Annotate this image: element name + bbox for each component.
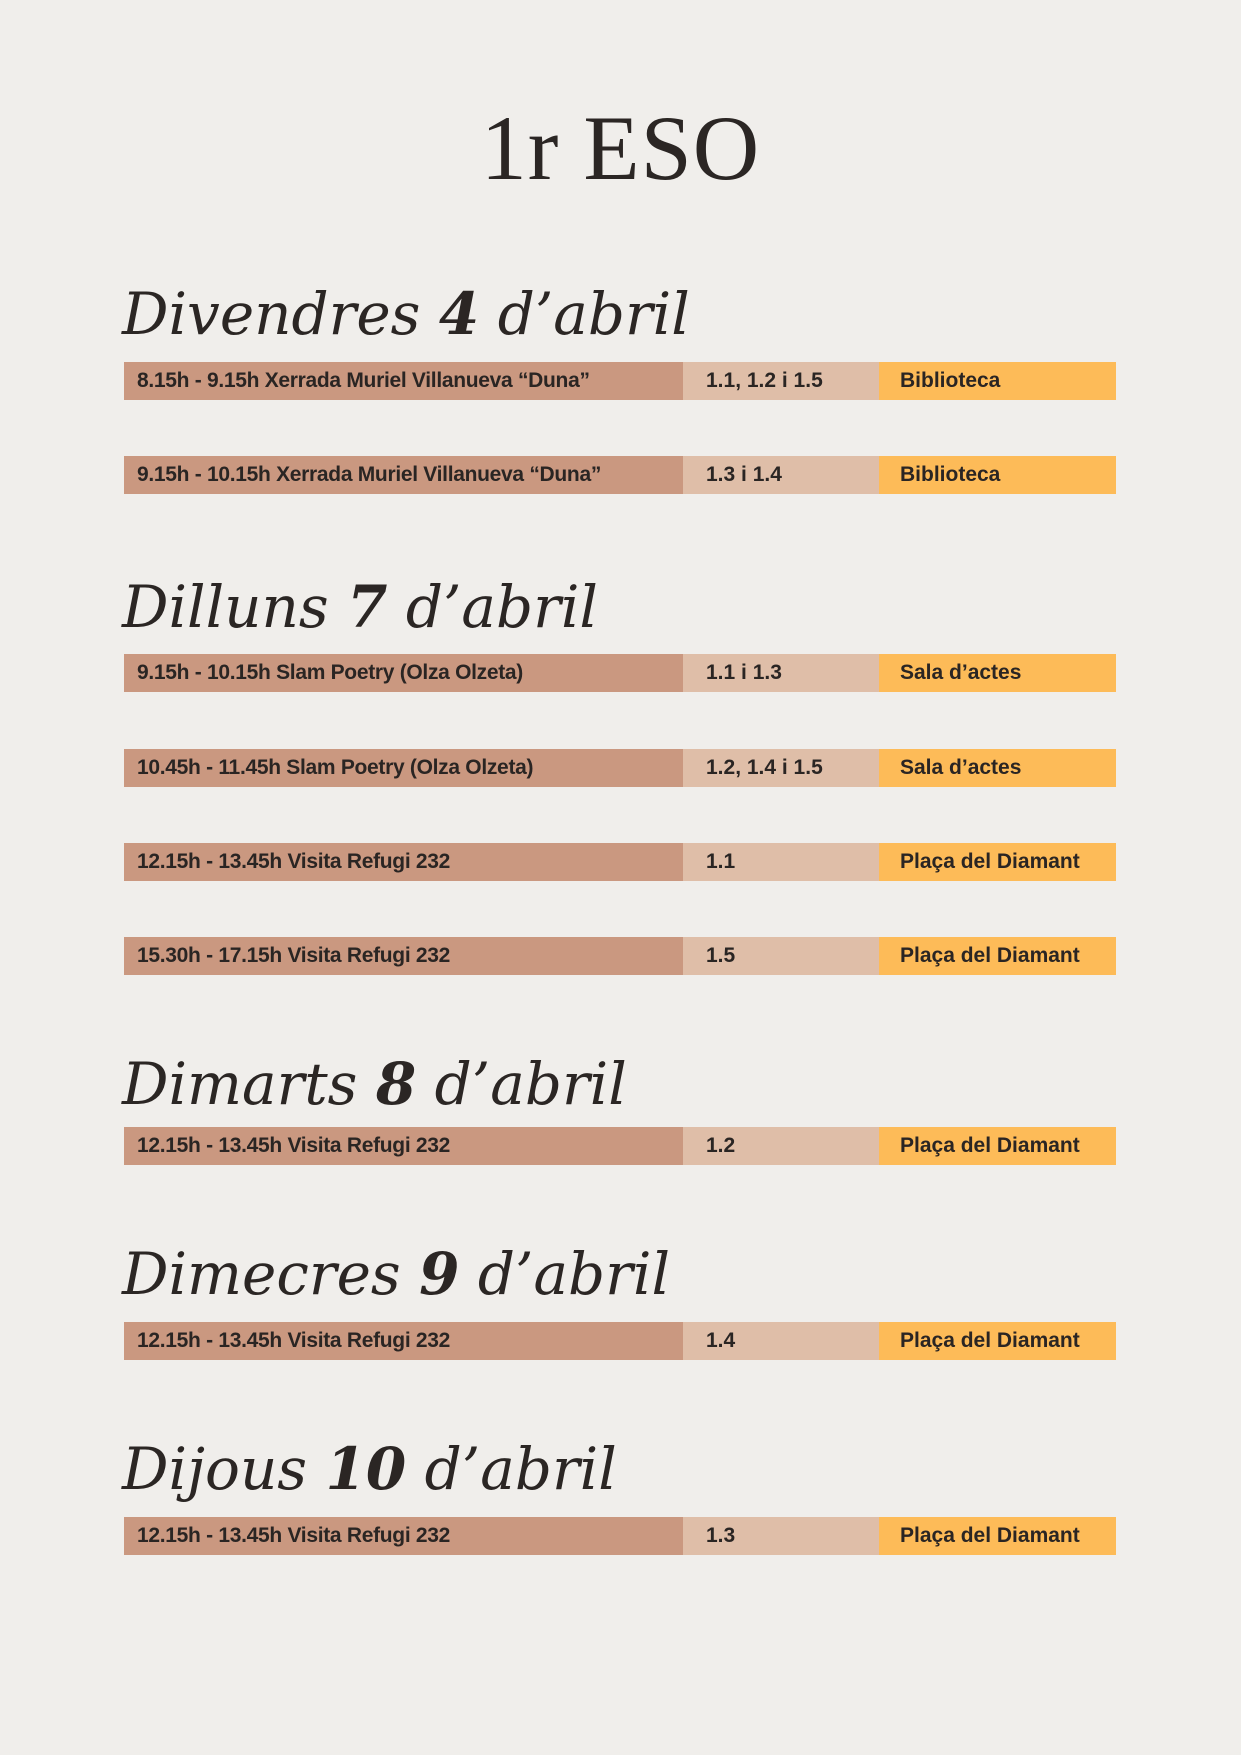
place-cell: Plaça del Diamant [879,937,1116,975]
page-title: 1r ESO [480,97,761,199]
schedule-row [124,1127,1116,1165]
day-heading-dijous [122,1435,617,1503]
groups-cell: 1.3 [683,1517,879,1555]
groups-cell: 1.5 [683,937,879,975]
groups-cell: 1.2, 1.4 i 1.5 [683,749,879,787]
groups-cell: 1.3 i 1.4 [683,456,879,494]
groups-cell: 1.2 [683,1127,879,1165]
place-cell: Sala d’actes [879,654,1116,692]
place-cell: Plaça del Diamant [879,1517,1116,1555]
activity-cell: 15.30h - 17.15h Visita Refugi 232 [124,937,683,975]
activity-cell: 9.15h - 10.15h Slam Poetry (Olza Olzeta) [124,654,683,692]
day-name: Dilluns [122,573,329,641]
day-heading-dilluns [122,573,598,641]
day-month: d’abril [434,1050,627,1118]
schedule-row [124,1517,1116,1555]
day-month: d’abril [477,1240,671,1308]
day-month: d’abril [424,1435,617,1503]
place-cell: Plaça del Diamant [879,1127,1116,1165]
day-month: d’abril [405,573,598,641]
day-name: Dijous [122,1435,308,1503]
day-heading-divendres [122,280,690,348]
day-name: Dimecres [122,1240,401,1308]
schedule-row [124,937,1116,975]
activity-cell: 8.15h - 9.15h Xerrada Muriel Villanueva “Duna” [124,362,683,400]
day-number: 4 [438,280,480,348]
place-cell: Biblioteca [879,456,1116,494]
schedule-row [124,362,1116,400]
activity-cell: 9.15h - 10.15h Xerrada Muriel Villanueva “Duna” [124,456,683,494]
day-number: 10 [325,1435,407,1503]
place-cell: Biblioteca [879,362,1116,400]
groups-cell: 1.1, 1.2 i 1.5 [683,362,879,400]
day-number: 7 [347,573,388,641]
schedule-row [124,1322,1116,1360]
day-month: d’abril [497,280,690,348]
day-name: Dimarts [122,1050,358,1118]
groups-cell: 1.4 [683,1322,879,1360]
schedule-row [124,749,1116,787]
day-heading-dimecres [122,1240,670,1308]
activity-cell: 12.15h - 13.45h Visita Refugi 232 [124,843,683,881]
day-heading-dimarts [122,1050,627,1118]
day-number: 9 [419,1240,460,1308]
groups-cell: 1.1 i 1.3 [683,654,879,692]
activity-cell: 10.45h - 11.45h Slam Poetry (Olza Olzeta) [124,749,683,787]
place-cell: Sala d’actes [879,749,1116,787]
activity-cell: 12.15h - 13.45h Visita Refugi 232 [124,1127,683,1165]
day-number: 8 [375,1050,417,1118]
day-name: Divendres [122,280,421,348]
schedule-row [124,654,1116,692]
activity-cell: 12.15h - 13.45h Visita Refugi 232 [124,1322,683,1360]
activity-cell: 12.15h - 13.45h Visita Refugi 232 [124,1517,683,1555]
place-cell: Plaça del Diamant [879,1322,1116,1360]
schedule-row [124,456,1116,494]
place-cell: Plaça del Diamant [879,843,1116,881]
groups-cell: 1.1 [683,843,879,881]
schedule-row [124,843,1116,881]
